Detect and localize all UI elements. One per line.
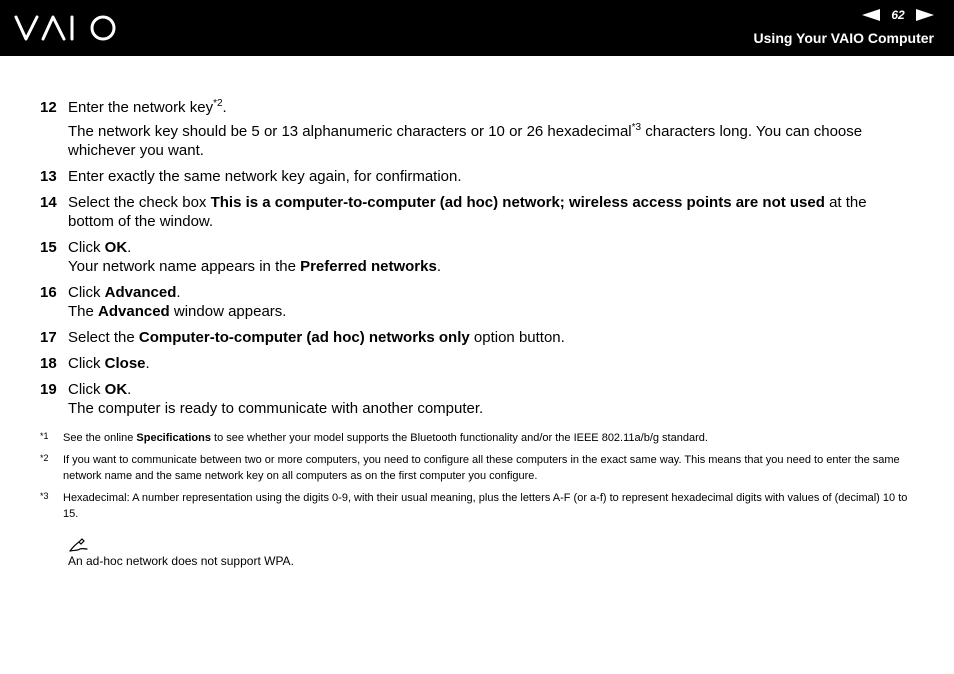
step-text	[68, 354, 916, 373]
footnote-mark: *3	[40, 491, 49, 501]
step-number: 12	[40, 99, 57, 116]
footnote-reference: *2	[213, 98, 223, 109]
step-instruction	[68, 238, 916, 257]
text-run: .	[176, 284, 181, 301]
text-run: See the online	[63, 432, 137, 444]
text-run: Enter exactly the same network key again, for confirmation.	[68, 168, 462, 185]
page-header	[0, 0, 954, 56]
text-run: to see whether your model supports the Bluetooth functionality and/or the IEEE 802.11a/b/g standard.	[210, 432, 708, 444]
step-number: 14	[40, 194, 57, 211]
step-item	[40, 238, 916, 276]
step-number: 15	[40, 239, 57, 256]
bold-term: Close	[104, 355, 146, 372]
text-run: .	[127, 381, 132, 398]
text-run: .	[436, 258, 441, 275]
section-title: Using Your VAIO Computer	[753, 30, 934, 46]
step-instruction	[68, 193, 916, 231]
bold-term: Preferred networks	[300, 258, 437, 275]
step-item	[40, 167, 916, 186]
footnote-reference: *3	[631, 122, 642, 133]
bold-term: Advanced	[104, 284, 177, 301]
step-number: 19	[40, 381, 57, 398]
step-text	[68, 167, 916, 186]
note-text: An ad-hoc network does not support WPA.	[68, 554, 294, 568]
text-run: at the bottom of the window.	[68, 194, 867, 230]
vaio-logo	[14, 14, 120, 42]
text-run: Click	[68, 355, 105, 372]
footnote-item	[40, 452, 916, 484]
footnote-mark: *1	[40, 431, 49, 441]
text-run: The network key should be 5 or 13 alphanumeric characters or 10 or 26 hexadecimal	[68, 123, 632, 140]
step-detail	[68, 399, 916, 418]
bold-term: This is a computer-to-computer (ad hoc) network; wireless access points are not used	[210, 194, 825, 211]
step-text	[68, 98, 916, 160]
footnotes	[40, 430, 916, 528]
step-instruction	[68, 380, 916, 399]
step-item	[40, 354, 916, 373]
step-detail	[68, 257, 916, 276]
step-instruction	[68, 328, 916, 347]
step-instruction	[68, 354, 916, 373]
step-text	[68, 328, 916, 347]
step-number: 18	[40, 355, 57, 372]
text-run: If you want to communicate between two or more computers, you need to configure all these computers in the exact same way. This means that you need to enter the same network name and the same network key on all computers as on the first computer you configure.	[63, 454, 900, 482]
text-run: The computer is ready to communicate with another computer.	[68, 400, 484, 417]
step-item	[40, 380, 916, 418]
step-instruction	[68, 167, 916, 186]
footnote-text	[63, 490, 916, 522]
text-run: Select the check box	[68, 194, 211, 211]
text-run: window appears.	[169, 303, 287, 320]
bold-term: Advanced	[98, 303, 170, 320]
text-run: .	[145, 355, 150, 372]
next-page-arrow-icon[interactable]	[916, 9, 934, 21]
text-run: Select the	[68, 329, 139, 346]
footnote-item	[40, 430, 916, 446]
text-run: Click	[68, 284, 105, 301]
footnote-item	[40, 490, 916, 522]
page-number: 62	[891, 8, 905, 22]
bold-term: OK	[104, 239, 128, 256]
footnote-mark: *2	[40, 453, 49, 463]
bold-term: OK	[104, 381, 128, 398]
step-instruction	[68, 98, 916, 117]
footnote-text	[63, 430, 916, 446]
step-item	[40, 328, 916, 347]
text-run: .	[222, 99, 227, 116]
footnote-text	[63, 452, 916, 484]
step-item	[40, 98, 916, 160]
step-item	[40, 283, 916, 321]
text-run: Click	[68, 239, 105, 256]
bold-term: Specifications	[136, 432, 211, 444]
step-text	[68, 193, 916, 231]
step-item	[40, 193, 916, 231]
page-navigation	[862, 6, 934, 24]
step-list	[40, 98, 916, 425]
step-number: 17	[40, 329, 57, 346]
step-text	[68, 238, 916, 276]
previous-page-arrow-icon[interactable]	[862, 9, 880, 21]
text-run: Enter the network key	[68, 99, 214, 116]
note	[68, 538, 294, 569]
step-text	[68, 283, 916, 321]
text-run: The	[68, 303, 99, 320]
step-number: 16	[40, 284, 57, 301]
text-run: .	[127, 239, 132, 256]
text-run: characters long. You can choose whichever you want.	[68, 123, 863, 159]
text-run: Your network name appears in the	[68, 258, 301, 275]
text-run: option button.	[469, 329, 565, 346]
step-instruction	[68, 283, 916, 302]
text-run: Click	[68, 381, 105, 398]
bold-term: Computer-to-computer (ad hoc) networks only	[138, 329, 470, 346]
text-run: Hexadecimal: A number representation using the digits 0-9, with their usual meaning, plus the letters A-F (or a-f) to represent hexadecimal digits with values of (decimal) 10 to 15.	[63, 492, 908, 520]
step-detail	[68, 122, 916, 160]
step-number: 13	[40, 168, 57, 185]
step-detail	[68, 302, 916, 321]
pencil-note-icon	[68, 538, 88, 552]
step-text	[68, 380, 916, 418]
